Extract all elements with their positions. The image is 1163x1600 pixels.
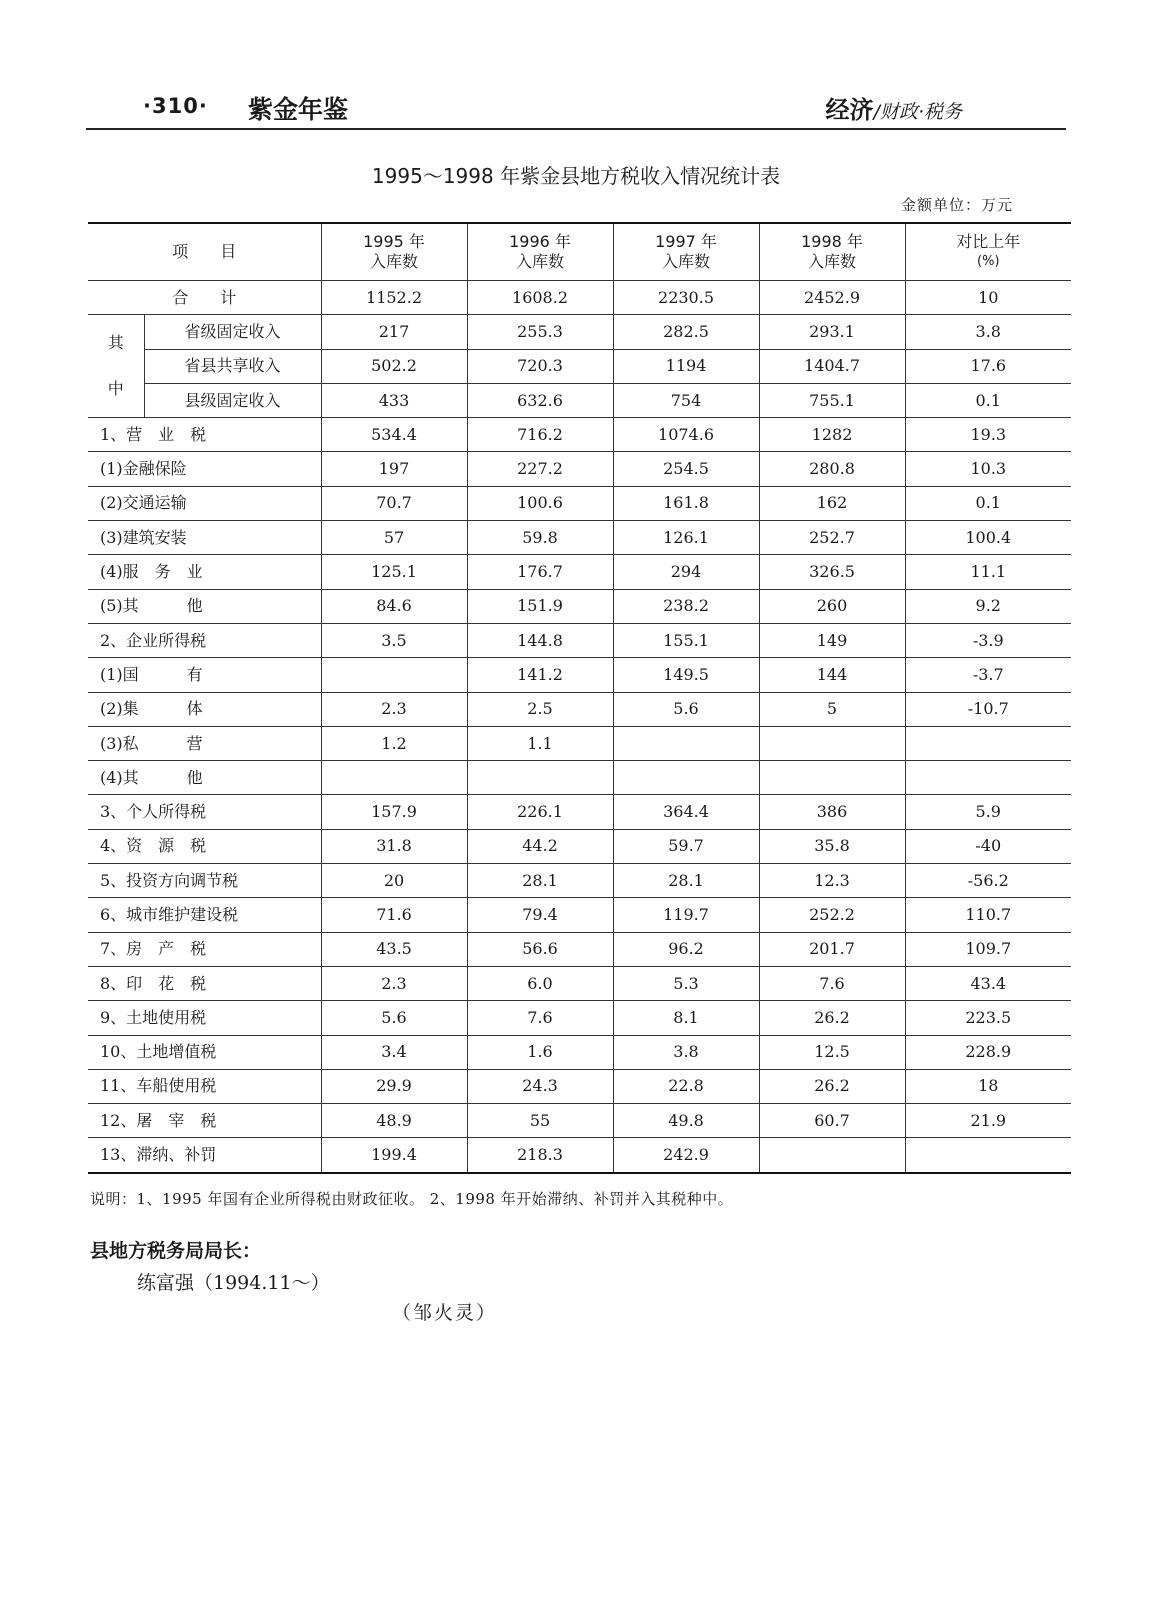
cell-value: 59.8 bbox=[467, 521, 613, 555]
row-label: 1、营 业 税 bbox=[88, 418, 321, 452]
cell-value bbox=[613, 761, 759, 795]
cell-value: 35.8 bbox=[759, 829, 905, 863]
table-row bbox=[88, 555, 1071, 589]
table-row bbox=[88, 452, 1071, 486]
cell-value: 260 bbox=[759, 589, 905, 623]
cell-value: -40 bbox=[905, 829, 1071, 863]
cell-value: -3.7 bbox=[905, 658, 1071, 692]
cell-value: 1.1 bbox=[467, 726, 613, 760]
column-header-change bbox=[905, 223, 1071, 281]
row-label: (2)集 体 bbox=[88, 692, 321, 726]
bureau-heading: 县地方税务局局长： bbox=[90, 1240, 262, 1262]
row-label: (2)交通运输 bbox=[88, 486, 321, 520]
cell-value: 157.9 bbox=[321, 795, 467, 829]
cell-value: 218.3 bbox=[467, 1138, 613, 1173]
cell-value: 280.8 bbox=[759, 452, 905, 486]
row-label: 12、屠 宰 税 bbox=[88, 1104, 321, 1138]
cell-value bbox=[759, 1138, 905, 1173]
cell-value: 109.7 bbox=[905, 932, 1071, 966]
cell-value: 19.3 bbox=[905, 418, 1071, 452]
cell-value: 24.3 bbox=[467, 1069, 613, 1103]
cell-value bbox=[905, 761, 1071, 795]
cell-value: 162 bbox=[759, 486, 905, 520]
cell-value: 226.1 bbox=[467, 795, 613, 829]
cell-value: 2.5 bbox=[467, 692, 613, 726]
column-header-year: 1998 年 bbox=[801, 232, 863, 251]
table-row bbox=[88, 932, 1071, 966]
cell-value: 5 bbox=[759, 692, 905, 726]
column-header-sub: 入库数 bbox=[808, 252, 857, 271]
cell-value: -56.2 bbox=[905, 864, 1071, 898]
cell-value: 293.1 bbox=[759, 315, 905, 349]
cell-value: 217 bbox=[321, 315, 467, 349]
table-header-row bbox=[88, 223, 1071, 281]
cell-value: 28.1 bbox=[613, 864, 759, 898]
table-row bbox=[88, 383, 1071, 417]
book-name: 紫金年鉴 bbox=[248, 95, 349, 124]
row-label: 10、土地增值税 bbox=[88, 1035, 321, 1069]
cell-value: 12.5 bbox=[759, 1035, 905, 1069]
cell-value bbox=[613, 726, 759, 760]
table-note: 说明：1、1995 年国有企业所得税由财政征收。 2、1998 年开始滞纳、补罚并入其税种中。 bbox=[90, 1190, 734, 1208]
cell-value: 59.7 bbox=[613, 829, 759, 863]
cell-value: 56.6 bbox=[467, 932, 613, 966]
section-title bbox=[826, 90, 962, 125]
header-rule bbox=[86, 128, 1066, 130]
cell-value: 326.5 bbox=[759, 555, 905, 589]
cell-value: 2.3 bbox=[321, 692, 467, 726]
cell-value: 5.3 bbox=[613, 966, 759, 1000]
cell-value: 9.2 bbox=[905, 589, 1071, 623]
cell-value: 238.2 bbox=[613, 589, 759, 623]
cell-value: 0.1 bbox=[905, 383, 1071, 417]
cell-value: 1282 bbox=[759, 418, 905, 452]
cell-value: 3.5 bbox=[321, 623, 467, 657]
table-body bbox=[88, 223, 1071, 1173]
row-label: (1)金融保险 bbox=[88, 452, 321, 486]
cell-value: 26.2 bbox=[759, 1001, 905, 1035]
row-label: 7、房 产 税 bbox=[88, 932, 321, 966]
cell-value: 1608.2 bbox=[467, 281, 613, 315]
cell-value: 84.6 bbox=[321, 589, 467, 623]
column-header-1997 bbox=[613, 223, 759, 281]
cell-value bbox=[905, 1138, 1071, 1173]
cell-value: 255.3 bbox=[467, 315, 613, 349]
cell-value: 197 bbox=[321, 452, 467, 486]
cell-value: -10.7 bbox=[905, 692, 1071, 726]
cell-value: 252.2 bbox=[759, 898, 905, 932]
row-label: 合 计 bbox=[88, 281, 321, 315]
table-row bbox=[88, 315, 1071, 349]
cell-value: 201.7 bbox=[759, 932, 905, 966]
cell-value: 754 bbox=[613, 383, 759, 417]
cell-value: 144 bbox=[759, 658, 905, 692]
cell-value: 155.1 bbox=[613, 623, 759, 657]
cell-value: 11.1 bbox=[905, 555, 1071, 589]
row-label: 5、投资方向调节税 bbox=[88, 864, 321, 898]
cell-value: 252.7 bbox=[759, 521, 905, 555]
cell-value: 57 bbox=[321, 521, 467, 555]
table-row bbox=[88, 1001, 1071, 1035]
table-row bbox=[88, 486, 1071, 520]
cell-value: 5.6 bbox=[321, 1001, 467, 1035]
cell-value: 227.2 bbox=[467, 452, 613, 486]
table-row bbox=[88, 521, 1071, 555]
cell-value bbox=[905, 726, 1071, 760]
cell-value: 242.9 bbox=[613, 1138, 759, 1173]
row-label: 4、资 源 税 bbox=[88, 829, 321, 863]
cell-value: 10.3 bbox=[905, 452, 1071, 486]
cell-value: 3.4 bbox=[321, 1035, 467, 1069]
column-header-1998 bbox=[759, 223, 905, 281]
cell-value: 5.6 bbox=[613, 692, 759, 726]
cell-value: 21.9 bbox=[905, 1104, 1071, 1138]
cell-value: 100.6 bbox=[467, 486, 613, 520]
row-label: 8、印 花 税 bbox=[88, 966, 321, 1000]
row-label: 省县共享收入 bbox=[144, 349, 321, 383]
cell-value: 149 bbox=[759, 623, 905, 657]
cell-value: 5.9 bbox=[905, 795, 1071, 829]
cell-value bbox=[759, 726, 905, 760]
table-row bbox=[88, 898, 1071, 932]
row-label: (5)其 他 bbox=[88, 589, 321, 623]
cell-value bbox=[759, 761, 905, 795]
table-row-total bbox=[88, 281, 1071, 315]
cell-value: 7.6 bbox=[759, 966, 905, 1000]
row-label: (3)建筑安装 bbox=[88, 521, 321, 555]
cell-value: 223.5 bbox=[905, 1001, 1071, 1035]
author-credit: （邹火灵） bbox=[392, 1302, 498, 1324]
cell-value: 176.7 bbox=[467, 555, 613, 589]
cell-value: 144.8 bbox=[467, 623, 613, 657]
table-row bbox=[88, 418, 1071, 452]
cell-value: 149.5 bbox=[613, 658, 759, 692]
cell-value bbox=[467, 761, 613, 795]
cell-value: 3.8 bbox=[613, 1035, 759, 1069]
row-label: 3、个人所得税 bbox=[88, 795, 321, 829]
column-header-year: 1997 年 bbox=[655, 232, 717, 251]
cell-value: 26.2 bbox=[759, 1069, 905, 1103]
qizhong-char: 中 bbox=[107, 379, 124, 399]
table-row bbox=[88, 589, 1071, 623]
cell-value: 294 bbox=[613, 555, 759, 589]
cell-value: 716.2 bbox=[467, 418, 613, 452]
cell-value: 720.3 bbox=[467, 349, 613, 383]
cell-value: 0.1 bbox=[905, 486, 1071, 520]
cell-value: 433 bbox=[321, 383, 467, 417]
cell-value: 254.5 bbox=[613, 452, 759, 486]
cell-value: 60.7 bbox=[759, 1104, 905, 1138]
table-row bbox=[88, 692, 1071, 726]
cell-value: 1.6 bbox=[467, 1035, 613, 1069]
row-label: 省级固定收入 bbox=[144, 315, 321, 349]
column-header-year: 1996 年 bbox=[509, 232, 571, 251]
table-row bbox=[88, 795, 1071, 829]
cell-value: 20 bbox=[321, 864, 467, 898]
cell-value: 2230.5 bbox=[613, 281, 759, 315]
row-label: 9、土地使用税 bbox=[88, 1001, 321, 1035]
cell-value: 3.8 bbox=[905, 315, 1071, 349]
column-header-sub: 入库数 bbox=[516, 252, 565, 271]
cell-value: 1074.6 bbox=[613, 418, 759, 452]
page-number: ·310· bbox=[143, 94, 208, 118]
cell-value: 55 bbox=[467, 1104, 613, 1138]
column-header-sub: 入库数 bbox=[370, 252, 419, 271]
row-label: 11、车船使用税 bbox=[88, 1069, 321, 1103]
table-row bbox=[88, 1035, 1071, 1069]
cell-value: 2.3 bbox=[321, 966, 467, 1000]
cell-value: 100.4 bbox=[905, 521, 1071, 555]
row-label: (4)服 务 业 bbox=[88, 555, 321, 589]
row-label: (3)私 营 bbox=[88, 726, 321, 760]
cell-value: 110.7 bbox=[905, 898, 1071, 932]
cell-value: 70.7 bbox=[321, 486, 467, 520]
cell-value: 6.0 bbox=[467, 966, 613, 1000]
column-header-sub: (%) bbox=[977, 254, 1000, 269]
cell-value: 1.2 bbox=[321, 726, 467, 760]
cell-value: 71.6 bbox=[321, 898, 467, 932]
table-row bbox=[88, 1104, 1071, 1138]
row-label: 县级固定收入 bbox=[144, 383, 321, 417]
cell-value: 125.1 bbox=[321, 555, 467, 589]
table-row bbox=[88, 726, 1071, 760]
cell-value: 502.2 bbox=[321, 349, 467, 383]
cell-value: 1404.7 bbox=[759, 349, 905, 383]
table-row bbox=[88, 349, 1071, 383]
tax-statistics-table bbox=[88, 222, 1071, 1174]
cell-value: 1194 bbox=[613, 349, 759, 383]
section-main: 经济 bbox=[825, 96, 874, 124]
column-header-sub: 入库数 bbox=[662, 252, 711, 271]
row-label: 6、城市维护建设税 bbox=[88, 898, 321, 932]
cell-value: 1152.2 bbox=[321, 281, 467, 315]
cell-value: 199.4 bbox=[321, 1138, 467, 1173]
column-header-item: 项 目 bbox=[88, 223, 321, 281]
cell-value: 18 bbox=[905, 1069, 1071, 1103]
table-row bbox=[88, 864, 1071, 898]
cell-value: 7.6 bbox=[467, 1001, 613, 1035]
table-row bbox=[88, 829, 1071, 863]
table-row bbox=[88, 761, 1071, 795]
table-row bbox=[88, 623, 1071, 657]
cell-value: 161.8 bbox=[613, 486, 759, 520]
table-title: 1995～1998 年紫金县地方税收入情况统计表 bbox=[371, 164, 781, 188]
cell-value: 31.8 bbox=[321, 829, 467, 863]
cell-value: 10 bbox=[905, 281, 1071, 315]
cell-value: 22.8 bbox=[613, 1069, 759, 1103]
cell-value: 141.2 bbox=[467, 658, 613, 692]
cell-value: 534.4 bbox=[321, 418, 467, 452]
cell-value: 2452.9 bbox=[759, 281, 905, 315]
cell-value: 8.1 bbox=[613, 1001, 759, 1035]
cell-value: 44.2 bbox=[467, 829, 613, 863]
column-header-1995 bbox=[321, 223, 467, 281]
cell-value: 43.4 bbox=[905, 966, 1071, 1000]
cell-value: 43.5 bbox=[321, 932, 467, 966]
row-label: (1)国 有 bbox=[88, 658, 321, 692]
table-row bbox=[88, 966, 1071, 1000]
cell-value: 364.4 bbox=[613, 795, 759, 829]
cell-value: 282.5 bbox=[613, 315, 759, 349]
cell-value: 119.7 bbox=[613, 898, 759, 932]
table-row bbox=[88, 1138, 1071, 1173]
page-header bbox=[86, 88, 1066, 128]
table-row bbox=[88, 1069, 1071, 1103]
cell-value: 228.9 bbox=[905, 1035, 1071, 1069]
qizhong-label bbox=[88, 315, 144, 418]
section-sub: /财政·税务 bbox=[873, 101, 962, 123]
cell-value: -3.9 bbox=[905, 623, 1071, 657]
unit-label: 金额单位：万元 bbox=[900, 196, 1013, 214]
cell-value: 79.4 bbox=[467, 898, 613, 932]
cell-value: 126.1 bbox=[613, 521, 759, 555]
cell-value: 48.9 bbox=[321, 1104, 467, 1138]
cell-value: 28.1 bbox=[467, 864, 613, 898]
cell-value: 632.6 bbox=[467, 383, 613, 417]
qizhong-char: 其 bbox=[107, 333, 124, 353]
cell-value bbox=[321, 761, 467, 795]
cell-value: 29.9 bbox=[321, 1069, 467, 1103]
row-label: 13、滞纳、补罚 bbox=[88, 1138, 321, 1173]
cell-value: 12.3 bbox=[759, 864, 905, 898]
cell-value: 17.6 bbox=[905, 349, 1071, 383]
cell-value: 755.1 bbox=[759, 383, 905, 417]
row-label: (4)其 他 bbox=[88, 761, 321, 795]
column-header-year: 1995 年 bbox=[363, 232, 425, 251]
column-header-year: 对比上年 bbox=[956, 232, 1021, 251]
cell-value: 386 bbox=[759, 795, 905, 829]
cell-value: 151.9 bbox=[467, 589, 613, 623]
row-label: 2、企业所得税 bbox=[88, 623, 321, 657]
column-header-1996 bbox=[467, 223, 613, 281]
director-name: 练富强（1994.11～） bbox=[137, 1272, 330, 1294]
cell-value: 96.2 bbox=[613, 932, 759, 966]
cell-value: 49.8 bbox=[613, 1104, 759, 1138]
table-row bbox=[88, 658, 1071, 692]
cell-value bbox=[321, 658, 467, 692]
